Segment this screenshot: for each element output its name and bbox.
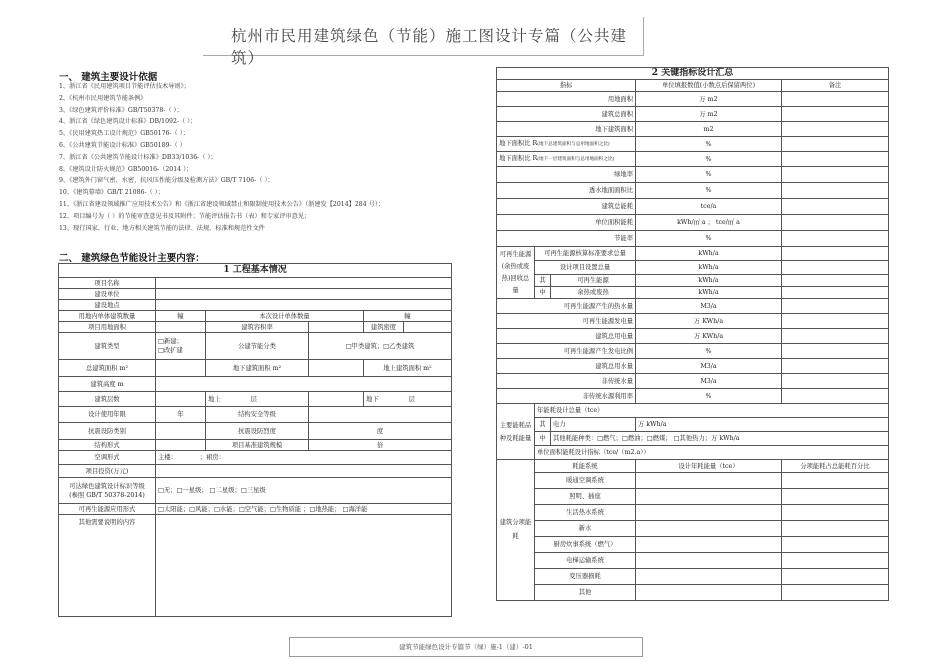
- label-structure: 结构形式: [59, 440, 156, 451]
- label-renewable: 可再生能源应用形式: [59, 504, 156, 515]
- label-other-notes: 其他需要说明的内容: [59, 515, 156, 617]
- system-hot-water: 生活热水系统: [535, 505, 636, 521]
- label-plot-ratio: 建筑容积率: [206, 322, 309, 333]
- unit: %: [636, 389, 782, 404]
- value-cell[interactable]: [782, 505, 889, 521]
- label-podium: ；裙房：: [199, 454, 225, 461]
- value-cell[interactable]: [636, 569, 782, 585]
- label-green-ratio: 绿地率: [497, 167, 636, 183]
- ratio-label: 地下面积比 R: [499, 155, 538, 162]
- value-cell[interactable]: [156, 392, 206, 407]
- option-new[interactable]: □新建；: [158, 338, 183, 345]
- ratio-label: 地下面积比 R: [499, 140, 538, 147]
- basis-item: 3、《绿色建筑评价标准》GB/T50378-（ ）；: [59, 106, 183, 114]
- note-cell[interactable]: [782, 287, 889, 299]
- unit: M3/a: [636, 299, 782, 314]
- label-site: 建设地点: [59, 300, 156, 311]
- unit-du: 度: [309, 423, 452, 440]
- value-cell[interactable]: [636, 505, 782, 521]
- col-system-pct: 分项能耗占总能耗百分比: [782, 460, 889, 473]
- unit: %: [636, 167, 782, 183]
- note-cell[interactable]: [782, 215, 889, 231]
- label-above: 地上: [208, 395, 221, 403]
- label-qi: 其: [535, 275, 551, 287]
- label-floors: 建筑层数: [59, 392, 156, 407]
- unit: tce/a: [636, 199, 782, 215]
- unit: 万 KWh/a: [636, 329, 782, 344]
- note-cell[interactable]: [782, 374, 889, 389]
- label-nontraditional-ratio: 非传统水源利用率: [497, 389, 636, 404]
- label-yearly-total: 年能耗设计总量（tce）: [535, 404, 889, 418]
- project-basic-info-table: [58, 263, 452, 617]
- col-note: 备注: [782, 80, 889, 92]
- value-cell[interactable]: [782, 489, 889, 505]
- basis-item: 11、《浙江省建设领域推广应用技术公告》和《浙江省建设领域禁止和限制使用技术公告》（浙建发【2014】284 号）；: [59, 200, 385, 208]
- value-cell[interactable]: [309, 322, 364, 333]
- label-renew-power-ratio: 可再生能源产生发电比例: [497, 344, 636, 359]
- section-2-heading: 二、 建筑绿色节能设计主要内容：: [59, 253, 205, 264]
- basis-item: 2、《杭州市民用建筑节能条例》: [59, 94, 147, 102]
- unit-ban: 幢: [364, 311, 452, 322]
- system-kitchen: 厨房炊事系统（燃气）: [535, 537, 636, 553]
- note-cell[interactable]: [782, 314, 889, 329]
- unit: kWh/a: [636, 247, 782, 261]
- basis-item: 13、现行国家、行业、地方相关建筑节能的法律、法规、标准和规范性文件: [59, 224, 265, 232]
- label-seismic-category: 抗震设防类别: [59, 423, 156, 440]
- label-seismic-intensity: 抗震设防烈度: [206, 423, 309, 440]
- system-elevator: 电梯运输系统: [535, 553, 636, 569]
- value-cell[interactable]: [156, 377, 452, 392]
- unit-bei: 倍: [309, 440, 452, 451]
- label-total-area: 总建筑面积 m²: [59, 360, 156, 377]
- note-cell[interactable]: [782, 247, 889, 261]
- basis-item: 10、《建筑幕墙》GB/T 21086-（ ）；: [59, 189, 164, 197]
- unit: 万 m2: [636, 107, 782, 122]
- label-land-area: 项目用地面积: [59, 322, 156, 333]
- value-cell[interactable]: [156, 300, 452, 311]
- label-qi: 其: [535, 418, 551, 432]
- label-zhong: 中: [535, 432, 551, 446]
- label-underground-ratio-1: [497, 137, 636, 152]
- note-cell[interactable]: [782, 344, 889, 359]
- option-rebuild[interactable]: □改扩建: [158, 347, 183, 354]
- value-cell[interactable]: [636, 553, 782, 569]
- label-main-building: 主楼：: [158, 454, 174, 461]
- floors-under: [364, 392, 452, 407]
- label-unit-energy: 单位面积能耗: [497, 215, 636, 231]
- value-cell[interactable]: [156, 465, 452, 478]
- label-builder: 建设单位: [59, 289, 156, 300]
- label-waste-heat: 余热或废热: [551, 287, 636, 299]
- unit: %: [636, 231, 782, 247]
- note-cell[interactable]: [782, 167, 889, 183]
- system-other: 其他: [535, 585, 636, 601]
- other-energy-types[interactable]: 其他耗能种类：□燃气；□燃油；□燃煤； □其他热力；万 kWh/a: [551, 432, 889, 446]
- notes-cell[interactable]: [156, 515, 452, 617]
- category-options[interactable]: □甲类建筑；□乙类建筑: [309, 333, 452, 360]
- note-cell[interactable]: [782, 329, 889, 344]
- green-level-options[interactable]: □无；□一星级； □二星级；□三星级: [156, 478, 452, 504]
- table-2-header: 2 关键指标设计汇总: [497, 68, 889, 80]
- label-total-water: 建筑总用水量: [497, 359, 636, 374]
- unit: 万 m2: [636, 92, 782, 107]
- unit-year: 年: [156, 407, 206, 423]
- renewable-options[interactable]: □太阳能；□风能；□水能；□空气能；□生物质能 ；□地热能； □海洋能: [156, 504, 452, 515]
- note-cell[interactable]: [782, 122, 889, 137]
- note-cell[interactable]: [782, 359, 889, 374]
- unit: kWh/㎡ a ； tce/㎡ a: [636, 215, 782, 231]
- value-cell[interactable]: [404, 322, 452, 333]
- basis-item: 9、《建筑外门窗气密、水密、抗风压性能分级及检测方法》GB/T 7106-（ ）；: [59, 177, 274, 185]
- value-cell[interactable]: [782, 537, 889, 553]
- footer-drawing-id: 建筑节能绿色设计专篇节（绿）施-1（建）-01: [289, 637, 643, 657]
- basis-item: 8、《建筑设计防火规范》GB50016-（2014 ）；: [59, 165, 193, 173]
- label-height: 建筑高度 m: [59, 377, 156, 392]
- unit: %: [636, 137, 782, 152]
- label-land-area: 用地面积: [497, 92, 636, 107]
- value-cell[interactable]: [782, 553, 889, 569]
- note-cell[interactable]: [782, 299, 889, 314]
- label-electric: 电力: [551, 418, 636, 432]
- building-type-options[interactable]: [156, 333, 206, 360]
- label-investment: 项目投资(万元): [59, 465, 156, 478]
- main-energy-group-label: 主要能耗品种及耗能量: [497, 404, 535, 460]
- label-underground-ratio-2: [497, 152, 636, 167]
- green-level-line: (参照 GB/T 50378-2014): [69, 491, 145, 499]
- label-public-category: 公建节能分类: [206, 333, 309, 360]
- note-cell[interactable]: [782, 183, 889, 199]
- table-1-header: 1 工程基本情况: [59, 264, 452, 278]
- col-system-yearly: 设计年耗能量（tce）: [636, 460, 782, 473]
- value-cell[interactable]: [309, 407, 452, 423]
- label-saving-rate: 节能率: [497, 231, 636, 247]
- value-cell[interactable]: [156, 360, 206, 377]
- label-project-name: 项目名称: [59, 278, 156, 289]
- value-cell[interactable]: [309, 392, 364, 407]
- label-renew-required: 可再生能源核算标准要求总量: [535, 247, 636, 261]
- floors-above: [206, 392, 309, 407]
- label-base-scale: 项目基准建筑规模: [206, 440, 309, 451]
- note-cell[interactable]: [782, 389, 889, 404]
- ratio-desc: (地下总建筑面积与总用地面积之比): [537, 142, 610, 147]
- label-nontraditional-water: 非传统水量: [497, 374, 636, 389]
- system-hvac: 暖通空调系统: [535, 473, 636, 489]
- electric-unit: 万 kWh/a: [636, 418, 889, 432]
- basis-item: 7、浙江省《公共建筑节能设计标准》DB33/1036-（ ）；: [59, 153, 217, 161]
- unit: m2: [636, 122, 782, 137]
- col-system: 耗能系统: [535, 460, 636, 473]
- label-underground-area: 地下建筑面积: [497, 122, 636, 137]
- label-permeable-ratio: 透水地面面积比: [497, 183, 636, 199]
- unit: M3/a: [636, 359, 782, 374]
- label-total-power: 建筑总用电量: [497, 329, 636, 344]
- label-renewable: 可再生能源: [551, 275, 636, 287]
- unit: 万 KWh/a: [636, 314, 782, 329]
- page-title: 杭州市民用建筑绿色（节能）施工图设计专篇（公共建筑）: [231, 27, 628, 67]
- unit: kWh/a: [636, 287, 782, 299]
- value-cell[interactable]: [156, 322, 206, 333]
- col-indicator: 指标: [497, 80, 636, 92]
- unit: M3/a: [636, 374, 782, 389]
- label-renew-hot-water: 可再生能源产生的热水量: [497, 299, 636, 314]
- label-single-count: 用地内单体建筑数量: [59, 311, 156, 322]
- value-cell[interactable]: [309, 360, 364, 377]
- system-transformer: 变压器损耗: [535, 569, 636, 585]
- basis-item: 5、《民用建筑热工设计规范》GB50176-（ ）；: [59, 130, 189, 138]
- label-under: 地下: [366, 395, 379, 403]
- note-cell[interactable]: [782, 261, 889, 275]
- value-cell[interactable]: [156, 423, 206, 440]
- ac-values[interactable]: [156, 451, 452, 465]
- section-1-heading: 一、 建筑主要设计依据: [59, 72, 158, 83]
- key-indicators-table: [496, 67, 889, 601]
- basis-item: 12、项目编号为（ ）的节能审查意见书及其附件；节能评估报告书（表）和专家评审意见；: [59, 212, 311, 220]
- value-cell[interactable]: [636, 537, 782, 553]
- note-cell[interactable]: [782, 199, 889, 215]
- unit: kWh/a: [636, 261, 782, 275]
- value-cell[interactable]: [636, 585, 782, 601]
- value-cell[interactable]: [636, 521, 782, 537]
- value-cell[interactable]: [156, 278, 452, 289]
- value-cell[interactable]: [782, 521, 889, 537]
- note-cell[interactable]: [782, 275, 889, 287]
- value-cell[interactable]: [782, 585, 889, 601]
- unit: kWh/a: [636, 275, 782, 287]
- label-total-energy: 建筑总能耗: [497, 199, 636, 215]
- title-box: [203, 17, 644, 67]
- basis-item: 4、浙江省《绿色建筑设计标准》DB/1092-（ ）；: [59, 118, 197, 126]
- note-cell[interactable]: [782, 152, 889, 167]
- unit-ceng: 层: [408, 395, 415, 403]
- label-green-level: [59, 478, 156, 504]
- value-cell[interactable]: [636, 473, 782, 489]
- value-cell[interactable]: [782, 473, 889, 489]
- unit: %: [636, 344, 782, 359]
- value-cell[interactable]: [782, 569, 889, 585]
- unit: %: [636, 183, 782, 199]
- label-underground-area: 地下建筑面积 m²: [206, 360, 309, 377]
- system-lighting: 照明、插座: [535, 489, 636, 505]
- label-zhong: 中: [535, 287, 551, 299]
- value-cell[interactable]: [156, 289, 452, 300]
- label-service-life: 设计使用年限: [59, 407, 156, 423]
- basis-item: 1、浙江省《民用建筑项目节能评估技术导则》；: [59, 83, 190, 90]
- unit: %: [636, 152, 782, 167]
- design-basis-list: [59, 81, 491, 234]
- label-total-area: 建筑总面积: [497, 107, 636, 122]
- value-cell[interactable]: [636, 489, 782, 505]
- col-value: 单位填报数值(小数点后保留两位): [636, 80, 782, 92]
- note-cell[interactable]: [782, 107, 889, 122]
- split-energy-group-label: 建筑分项能耗: [497, 460, 535, 601]
- label-safety-level: 结构安全等级: [206, 407, 309, 423]
- unit-ban: 幢: [156, 311, 206, 322]
- unit-ceng: 层: [250, 395, 257, 403]
- note-cell[interactable]: [782, 231, 889, 247]
- label-density: 建筑密度: [364, 322, 404, 333]
- label-ac: 空调形式: [59, 451, 156, 465]
- label-unit-index: 单位面积能耗设计指标（tce/（m2.a））: [535, 446, 889, 460]
- value-cell[interactable]: [156, 440, 206, 451]
- label-renew-design: 设计项目设置总量: [535, 261, 636, 275]
- label-design-count: 本次设计单体数量: [206, 311, 364, 322]
- renewable-group-label: 可再生能源(余热或废热)回收总量: [497, 247, 535, 299]
- note-cell[interactable]: [782, 137, 889, 152]
- note-cell[interactable]: [782, 92, 889, 107]
- system-fresh-water: 新水: [535, 521, 636, 537]
- green-level-line: 可达绿色建筑设计标识等级: [69, 482, 145, 490]
- ratio-desc: (地下一层建筑面积与总用地面积之比): [537, 157, 615, 162]
- basis-item: 6、《公共建筑节能设计标准》GB50189-（ ）: [59, 141, 186, 149]
- label-building-type: 建筑类型: [59, 333, 156, 360]
- label-aboveground-area: 地上建筑面积 m²: [364, 360, 452, 377]
- label-renew-power: 可再生能源发电量: [497, 314, 636, 329]
